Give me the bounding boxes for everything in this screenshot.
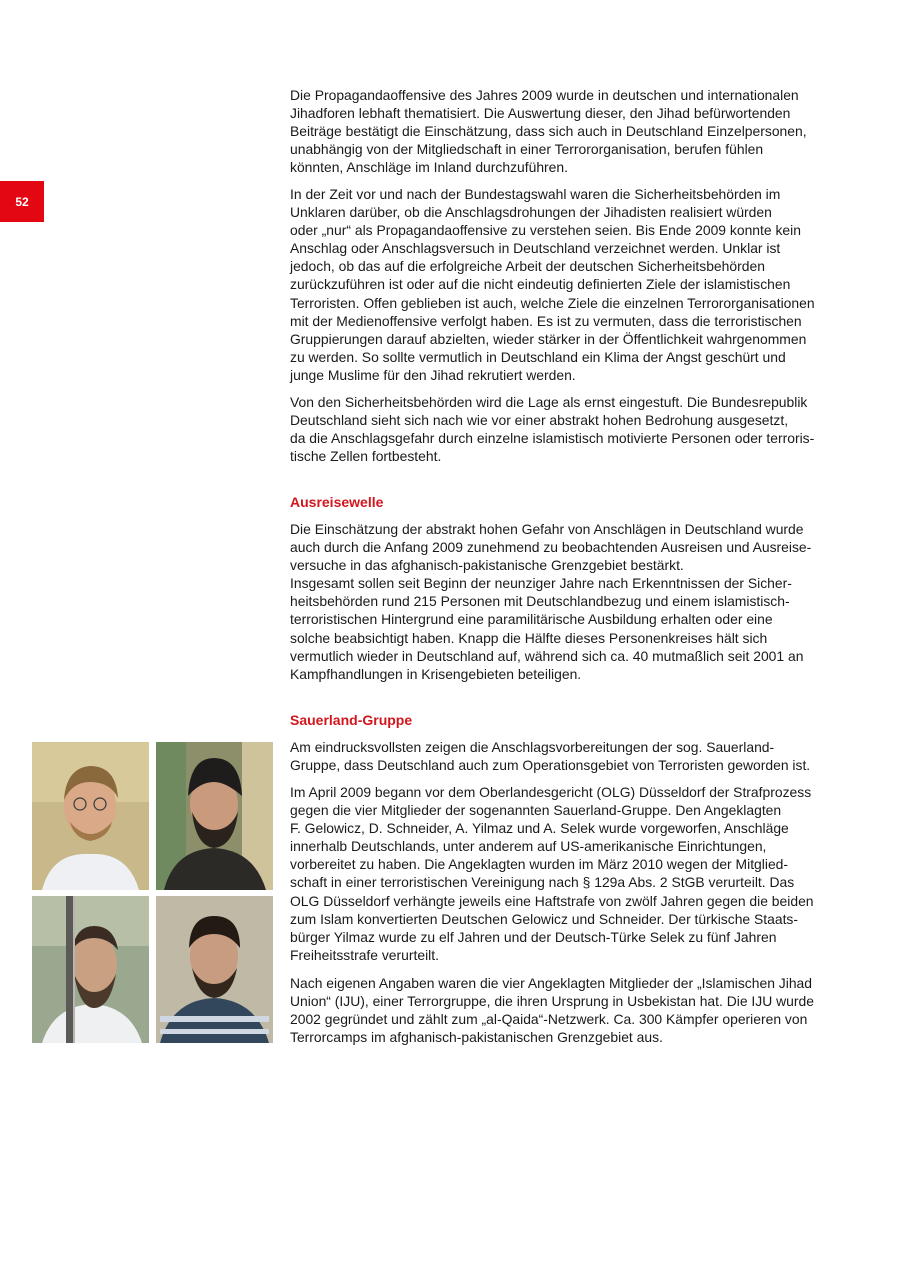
paragraph-propaganda <box>290 86 838 176</box>
text-line: könnten, Anschläge im Inland durchzuführen. <box>290 159 568 176</box>
heading-sauerland-gruppe: Sauerland-Gruppe <box>290 712 413 728</box>
photo-grid <box>32 742 273 1043</box>
portrait-photo-4 <box>156 896 273 1043</box>
text-line: vorbereitet zu haben. Die Angeklagten wurden im März 2010 wegen der Mitglied- <box>290 856 789 873</box>
text-line: Die Propagandaoffensive des Jahres 2009 wurde in deutschen und internationalen <box>290 87 799 103</box>
text-line: Terroristen. Offen geblieben ist auch, welche Ziele die einzelnen Terrororganisationen <box>290 294 815 311</box>
text-line: Beiträge bestätigt die Einschätzung, dass sich auch in Deutschland Einzelpersonen, <box>290 123 807 140</box>
portrait-photo-2 <box>156 742 273 890</box>
paragraph-sauerland-prozess <box>290 783 838 964</box>
text-line: Union“ (IJU), einer Terrorgruppe, die ihren Ursprung in Usbekistan hat. Die IJU wurde <box>290 993 814 1010</box>
text-line: Von den Sicherheitsbehörden wird die Lage als ernst eingestuft. Die Bundesrepublik <box>290 394 808 410</box>
text-line: Nach eigenen Angaben waren die vier Angeklagten Mitglieder der „Islamischen Jihad <box>290 975 812 991</box>
paragraph-sauerland-intro <box>290 738 838 774</box>
text-line: bürger Yilmaz wurde zu elf Jahren und der Deutsch-Türke Selek zu fünf Jahren <box>290 928 777 945</box>
text-line: Kampfhandlungen in Krisengebieten beteiligen. <box>290 665 582 682</box>
text-line: Jihadforen lebhaft thematisiert. Die Auswertung dieser, den Jihad befürwortenden <box>290 105 791 122</box>
text-line: Anschlag oder Anschlagsversuch in Deutschland verzeichnet werden. Unklar ist <box>290 240 781 257</box>
text-line: Die Einschätzung der abstrakt hohen Gefahr von Anschlägen in Deutschland wurde <box>290 521 804 537</box>
text-line: Im April 2009 begann vor dem Oberlandesgericht (OLG) Düsseldorf der Strafprozess <box>290 784 812 800</box>
paragraph-bundestagswahl <box>290 185 838 384</box>
text-line: versuche in das afghanisch-pakistanische Grenzgebiet bestärkt. <box>290 557 684 574</box>
portrait-photo-1 <box>32 742 149 890</box>
text-line: Insgesamt sollen seit Beginn der neunziger Jahre nach Erkenntnissen der Sicher- <box>290 575 792 592</box>
text-line: Gruppe, dass Deutschland auch zum Operationsgebiet von Terroristen geworden ist. <box>290 757 811 774</box>
text-line: F. Gelowicz, D. Schneider, A. Yilmaz und A. Selek wurde vorgeworfen, Anschläge <box>290 820 789 837</box>
text-line: Unklaren darüber, ob die Anschlagsdrohungen der Jihadisten realisiert würden <box>290 204 772 221</box>
paragraph-lage <box>290 393 838 465</box>
page-number-tab <box>0 181 44 222</box>
text-line: jedoch, ob das auf die erfolgreiche Arbeit der deutschen Sicherheitsbehörden <box>290 258 765 275</box>
text-line: tische Zellen fortbesteht. <box>290 448 442 465</box>
text-line: terroristischen Hintergrund eine paramilitärische Ausbildung erhalten oder eine <box>290 611 773 628</box>
text-line: junge Muslime für den Jihad rekrutiert werden. <box>290 366 576 383</box>
text-line: Deutschland sieht sich nach wie vor einer abstrakt hohen Bedrohung ausgesetzt, <box>290 412 789 429</box>
text-line: heitsbehörden rund 215 Personen mit Deutschlandbezug und einem islamistisch- <box>290 593 790 610</box>
portrait-photo-3 <box>32 896 149 1043</box>
text-line: innerhalb Deutschlands, unter anderem auf US-amerikanische Einrichtungen, <box>290 838 767 855</box>
page-number: 52 <box>15 194 29 209</box>
text-line: 2002 gegründet und zählt zum „al-Qaida“-Netzwerk. Ca. 300 Kämpfer operieren von <box>290 1011 808 1028</box>
text-line: mit der Medienoffensive verfolgt haben. Es ist zu vermuten, dass die terroristischen <box>290 312 802 329</box>
text-line: solche beabsichtigt haben. Knapp die Hälfte dieses Personenkreises hält sich <box>290 629 768 646</box>
text-line: oder „nur“ als Propagandaoffensive zu verstehen seien. Bis Ende 2009 konnte kein <box>290 222 801 239</box>
paragraph-sauerland-iju <box>290 974 838 1046</box>
text-line: gegen die vier Mitglieder der sogenannten Sauerland-Gruppe. Den Angeklagten <box>290 802 782 819</box>
paragraph-ausreisewelle <box>290 520 838 683</box>
text-line: vermutlich wieder in Deutschland auf, während sich ca. 40 mutmaßlich seit 2001 an <box>290 647 804 664</box>
text-line: Am eindrucksvollsten zeigen die Anschlagsvorbereitungen der sog. Sauerland- <box>290 739 775 755</box>
text-line: auch durch die Anfang 2009 zunehmend zu beobachtenden Ausreisen und Ausreise- <box>290 539 812 556</box>
text-line: da die Anschlagsgefahr durch einzelne islamistisch motivierte Personen oder terroris- <box>290 430 815 447</box>
text-line: zum Islam konvertierten Deutschen Gelowicz und Schneider. Der türkische Staats- <box>290 910 799 927</box>
text-line: Freiheitsstrafe verurteilt. <box>290 946 439 963</box>
text-line: zurückzuführen ist oder auf die nicht eindeutig definierten Ziele der islamistischen <box>290 276 791 293</box>
text-line: In der Zeit vor und nach der Bundestagswahl waren die Sicherheitsbehörden im <box>290 186 781 202</box>
text-line: unabhängig von der Mitgliedschaft in einer Terrororganisation, berufen fühlen <box>290 141 764 158</box>
text-line: zu werden. So sollte vermutlich in Deutschland ein Klima der Angst geschürt und <box>290 348 786 365</box>
text-line: Gruppierungen darauf abzielten, wieder stärker in der Öffentlichkeit wahrgenommen <box>290 330 807 347</box>
heading-ausreisewelle: Ausreisewelle <box>290 494 384 510</box>
text-line: OLG Düsseldorf verhängte jeweils eine Haftstrafe von zwölf Jahren gegen die beiden <box>290 892 814 909</box>
text-line: Terrorcamps im afghanisch-pakistanischen Grenzgebiet aus. <box>290 1029 663 1046</box>
text-line: schaft in einer terroristischen Vereinigung nach § 129a Abs. 2 StGB verurteilt. Das <box>290 874 795 891</box>
